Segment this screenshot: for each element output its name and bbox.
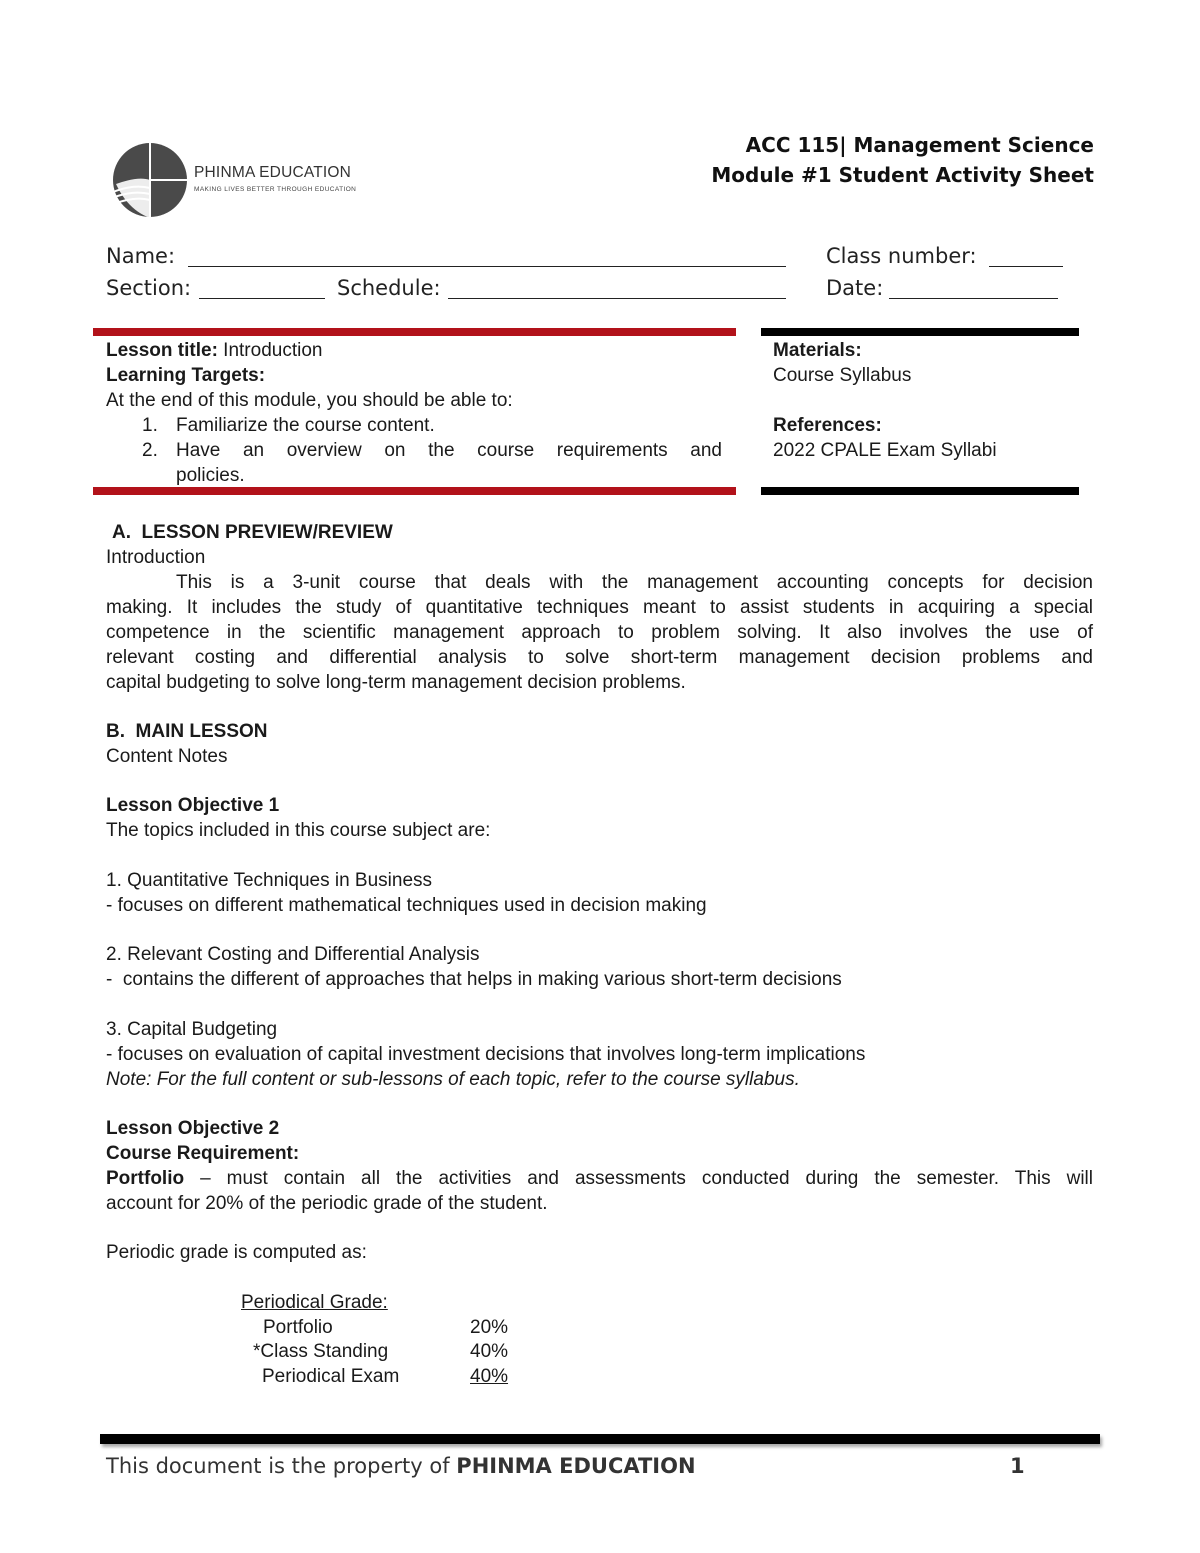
section-a-para-line-4: relevant costing and differential analysis to solve short-term management decision problems and	[106, 647, 1093, 668]
footer-rule	[100, 1434, 1100, 1444]
lesson-title	[106, 338, 322, 363]
section-a-heading: A. LESSON PREVIEW/REVIEW	[112, 522, 393, 543]
footer-property-note	[106, 1454, 696, 1478]
name-blank[interactable]	[188, 266, 786, 267]
footer-org: PHINMA EDUCATION	[456, 1454, 696, 1478]
portfolio-line-2: account for 20% of the periodic grade of the student.	[106, 1193, 548, 1214]
class-number-blank[interactable]	[989, 266, 1063, 267]
topic-1-desc: - focuses on different mathematical techniques used in decision making	[106, 895, 707, 916]
topic-3-desc: - focuses on evaluation of capital investment decisions that involves long-term implications	[106, 1044, 866, 1065]
portfolio-line-1	[106, 1166, 1093, 1191]
course-requirement-label: Course Requirement:	[106, 1143, 300, 1164]
references-label: References:	[773, 415, 882, 436]
name-label: Name:	[106, 244, 176, 268]
lesson-box-bottom-bar	[93, 487, 736, 495]
page-number: 1	[1010, 1454, 1025, 1478]
objective-2-heading: Lesson Objective 2	[106, 1118, 280, 1139]
target-1-number: 1.	[142, 415, 158, 436]
references-value: 2022 CPALE Exam Syllabi	[773, 440, 997, 461]
portfolio-desc: – must contain all the activities and assessments conducted during the semester. This will	[184, 1168, 1093, 1189]
section-label: Section:	[106, 276, 192, 300]
target-2-continued: policies.	[176, 465, 245, 486]
section-a-para-line-3: competence in the scientific management approach to problem solving. It also involves the use of	[106, 622, 1093, 643]
phinma-logo	[108, 140, 368, 220]
section-a-subheading: Introduction	[106, 547, 206, 568]
objective-1-heading: Lesson Objective 1	[106, 795, 280, 816]
date-label: Date:	[826, 276, 884, 300]
section-b-subheading: Content Notes	[106, 746, 228, 767]
learning-targets-intro: At the end of this module, you should be able to:	[106, 390, 513, 411]
topic-1-title: 1. Quantitative Techniques in Business	[106, 870, 433, 891]
side-box-top-bar	[761, 328, 1079, 336]
grade-table-title: Periodical Grade:	[241, 1292, 388, 1313]
target-2-text: Have an overview on the course requirements and	[176, 440, 722, 461]
materials-value: Course Syllabus	[773, 365, 912, 386]
section-a-para-line-2: making. It includes the study of quantitative techniques meant to assist students in acquiring a special	[106, 597, 1093, 618]
topic-2-title: 2. Relevant Costing and Differential Analysis	[106, 944, 480, 965]
lesson-title-label: Lesson title:	[106, 340, 218, 361]
date-blank[interactable]	[889, 298, 1058, 299]
target-1-text: Familiarize the course content.	[176, 415, 435, 436]
section-a-para-last: capital budgeting to solve long-term management decision problems.	[106, 672, 686, 693]
materials-label: Materials:	[773, 340, 862, 361]
class-number-label: Class number:	[826, 244, 977, 268]
learning-targets-label: Learning Targets:	[106, 365, 266, 386]
grade-row-1-pct: 20%	[470, 1317, 509, 1338]
lesson-box-top-bar	[93, 328, 736, 336]
grade-row-3-pct: 40%	[470, 1366, 509, 1387]
grade-row-1-item: Portfolio	[263, 1317, 333, 1338]
section-a-para-line-1: This is a 3-unit course that deals with the management accounting concepts for decision	[176, 572, 1093, 593]
portfolio-label: Portfolio	[106, 1168, 185, 1189]
topic-2-desc: - contains the different of approaches that helps in making various short-term decisions	[106, 969, 842, 990]
footer-prefix: This document is the property of	[106, 1454, 457, 1478]
logo-name: PHINMA EDUCATION	[194, 164, 352, 181]
grade-row-2-pct: 40%	[470, 1341, 509, 1362]
module-line: Module #1 Student Activity Sheet	[711, 163, 1094, 187]
course-line: ACC 115| Management Science	[745, 133, 1094, 157]
topic-3-title: 3. Capital Budgeting	[106, 1019, 278, 1040]
document-header	[711, 130, 1094, 190]
grade-row-3-item: Periodical Exam	[262, 1366, 400, 1387]
periodic-intro: Periodic grade is computed as:	[106, 1242, 367, 1263]
grade-row-2-item: *Class Standing	[253, 1341, 389, 1362]
side-box-bottom-bar	[761, 487, 1079, 495]
section-b-heading: B. MAIN LESSON	[106, 721, 268, 742]
target-2-number: 2.	[142, 440, 158, 461]
schedule-blank[interactable]	[448, 298, 786, 299]
objective-1-intro: The topics included in this course subject are:	[106, 820, 491, 841]
phinma-globe-icon	[108, 140, 190, 220]
section-blank[interactable]	[199, 298, 325, 299]
lesson-title-value: Introduction	[217, 340, 323, 361]
syllabus-note: Note: For the full content or sub-lessons of each topic, refer to the course syllabus.	[106, 1069, 800, 1090]
logo-tagline: MAKING LIVES BETTER THROUGH EDUCATION	[194, 186, 357, 193]
schedule-label: Schedule:	[337, 276, 441, 300]
